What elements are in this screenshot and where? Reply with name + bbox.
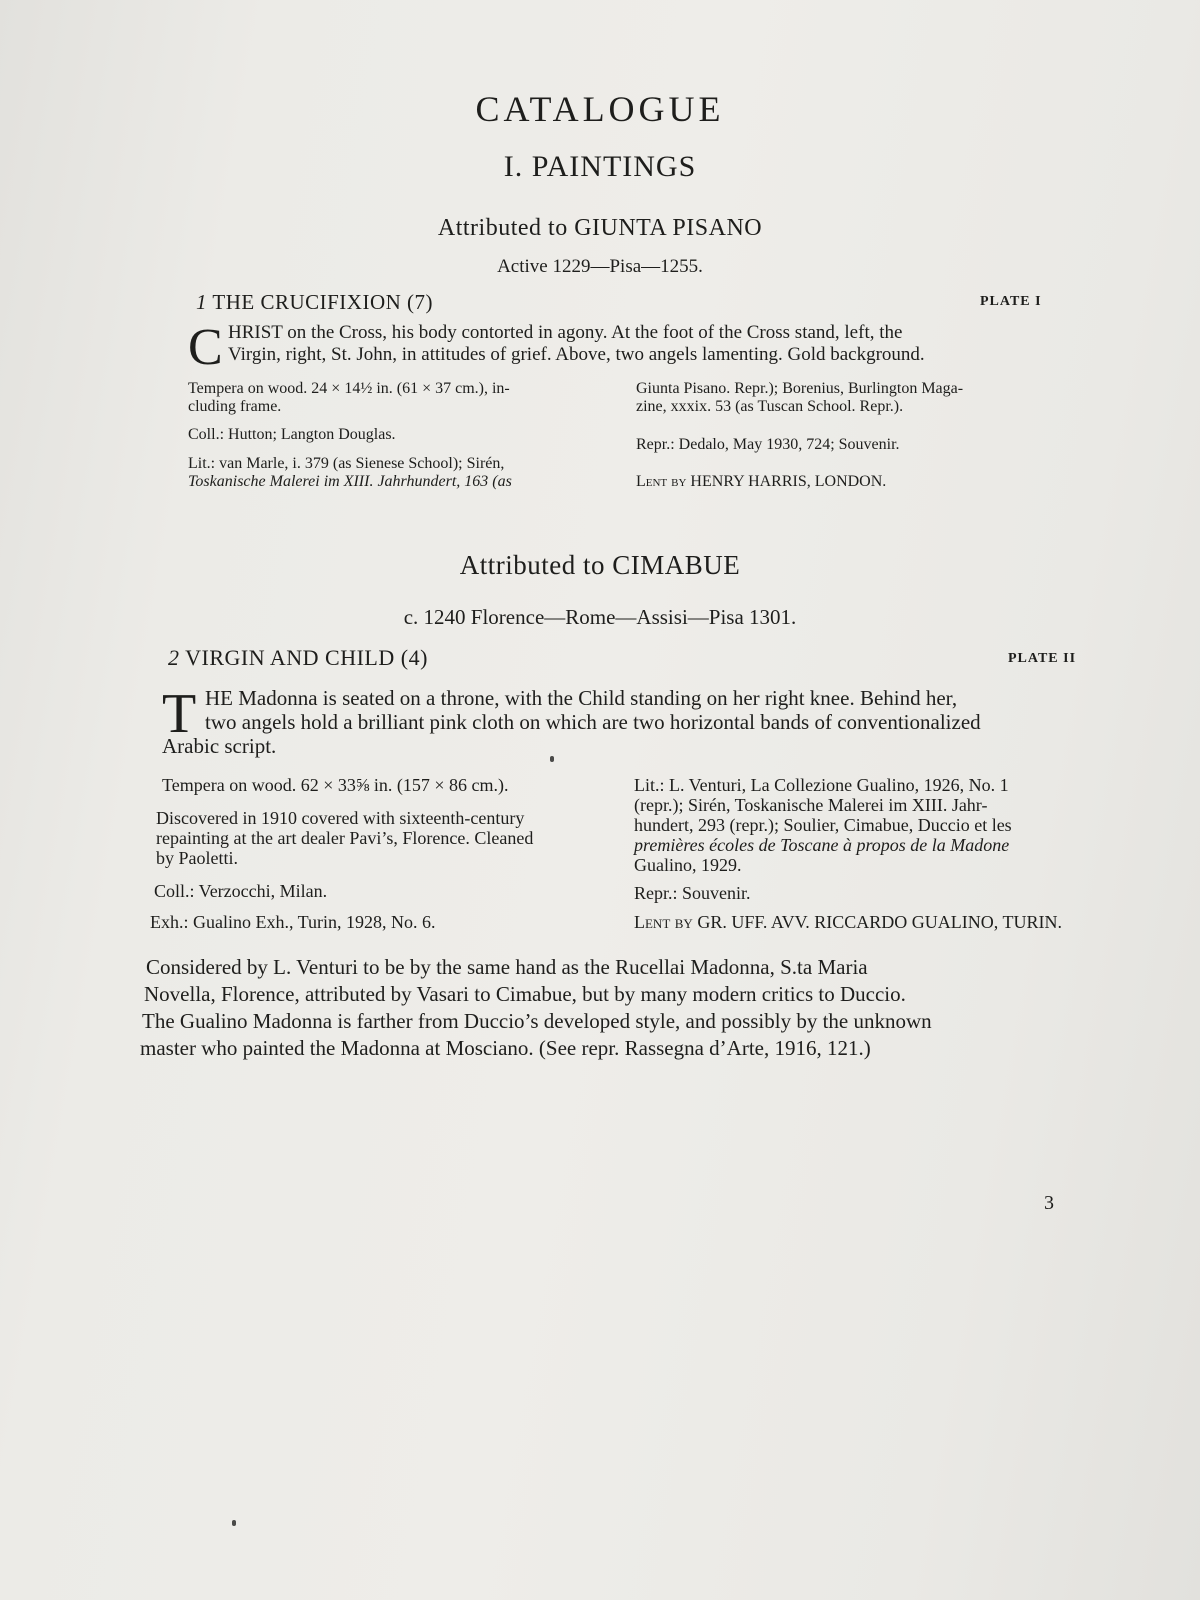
lender-line: Lent by HENRY HARRIS, LONDON. xyxy=(636,473,887,490)
reproduction-line: Repr.: Dedalo, May 1930, 724; Souvenir. xyxy=(636,436,900,453)
description-line-3: Arabic script. xyxy=(162,734,277,758)
literature-line: Lit.: L. Venturi, La Collezione Gualino, 1926, No. 1 xyxy=(634,775,1009,795)
attribution-giunta-pisano: Attributed to GIUNTA PISANO xyxy=(437,215,763,241)
details-left-line: Tempera on wood. 62 × 33⅝ in. (157 × 86 cm.). xyxy=(162,775,509,795)
description-line-2: two angels hold a brilliant pink cloth on which are two horizontal bands of conventionalized xyxy=(205,710,981,734)
literature-line: Gualino, 1929. xyxy=(634,855,742,875)
entry-number: 1 xyxy=(196,290,207,314)
entry-title: THE CRUCIFIXION (7) xyxy=(212,290,434,314)
details-left-line: by Paoletti. xyxy=(156,848,238,868)
collection-line: Coll.: Hutton; Langton Douglas. xyxy=(188,426,396,443)
commentary-line: The Gualino Madonna is farther from Duccio’s developed style, and possibly by the unknown xyxy=(142,1009,932,1033)
reproduction-line: Repr.: Souvenir. xyxy=(634,883,751,903)
description-line-1: HRIST on the Cross, his body contorted in agony. At the foot of the Cross stand, left, the xyxy=(228,322,903,343)
lender-line: Lent by GR. UFF. AVV. RICCARDO GUALINO, TURIN. xyxy=(634,912,1062,932)
page-number: 3 xyxy=(1044,1192,1054,1214)
drop-cap-t: T xyxy=(162,683,197,745)
entry-heading-virgin-and-child xyxy=(168,645,428,671)
details-right-line: Giunta Pisano. Repr.); Borenius, Burlington Maga- xyxy=(636,380,964,397)
details-right-line: zine, xxxix. 53 (as Tuscan School. Repr.). xyxy=(636,398,904,415)
section-heading: I. PAINTINGS xyxy=(503,150,697,183)
commentary-line: master who painted the Madonna at Mosciano. (See repr. Rassegna d’Arte, 1916, 121.) xyxy=(140,1036,871,1060)
ink-speck xyxy=(550,756,554,762)
details-left-line: Discovered in 1910 covered with sixteenth-century xyxy=(156,808,525,828)
artist-dates-giunta: Active 1229—Pisa—1255. xyxy=(497,256,703,277)
plate-label-2: PLATE II xyxy=(1008,651,1077,666)
artist-dates-cimabue: c. 1240 Florence—Rome—Assisi—Pisa 1301. xyxy=(403,605,797,629)
description-line-1: HE Madonna is seated on a throne, with the Child standing on her right knee. Behind her, xyxy=(205,686,958,710)
details-left-line: cluding frame. xyxy=(188,398,282,415)
details-left-line: repainting at the art dealer Pavi’s, Florence. Cleaned xyxy=(156,828,534,848)
literature-line: Lit.: van Marle, i. 379 (as Sienese School); Sirén, xyxy=(188,455,505,472)
catalogue-heading: CATALOGUE xyxy=(475,89,725,129)
attribution-cimabue: Attributed to CIMABUE xyxy=(459,550,741,580)
literature-line: Toskanische Malerei im XIII. Jahrhundert, 163 (as xyxy=(188,473,512,490)
entry-heading-crucifixion xyxy=(196,290,433,315)
literature-line: premières écoles de Toscane à propos de la Madone xyxy=(634,835,1010,855)
exhibition-line: Exh.: Gualino Exh., Turin, 1928, No. 6. xyxy=(150,912,436,932)
collection-line: Coll.: Verzocchi, Milan. xyxy=(154,881,328,901)
description-line-2: Virgin, right, St. John, in attitudes of grief. Above, two angels lamenting. Gold background. xyxy=(228,344,925,365)
commentary-line: Considered by L. Venturi to be by the same hand as the Rucellai Madonna, S.ta Maria xyxy=(146,955,868,979)
plate-label-1: PLATE I xyxy=(980,294,1042,309)
details-left-line: Tempera on wood. 24 × 14½ in. (61 × 37 cm.), in- xyxy=(188,380,510,397)
entry-title: VIRGIN AND CHILD (4) xyxy=(185,645,428,670)
literature-line: hundert, 293 (repr.); Soulier, Cimabue, Duccio et les xyxy=(634,815,1012,835)
commentary-line: Novella, Florence, attributed by Vasari to Cimabue, but by many modern critics to Duccio. xyxy=(144,982,906,1006)
entry-number: 2 xyxy=(168,645,180,670)
ink-speck xyxy=(232,1520,236,1526)
drop-cap-c: C xyxy=(188,319,223,376)
literature-line: (repr.); Sirén, Toskanische Malerei im XIII. Jahr- xyxy=(634,795,988,815)
